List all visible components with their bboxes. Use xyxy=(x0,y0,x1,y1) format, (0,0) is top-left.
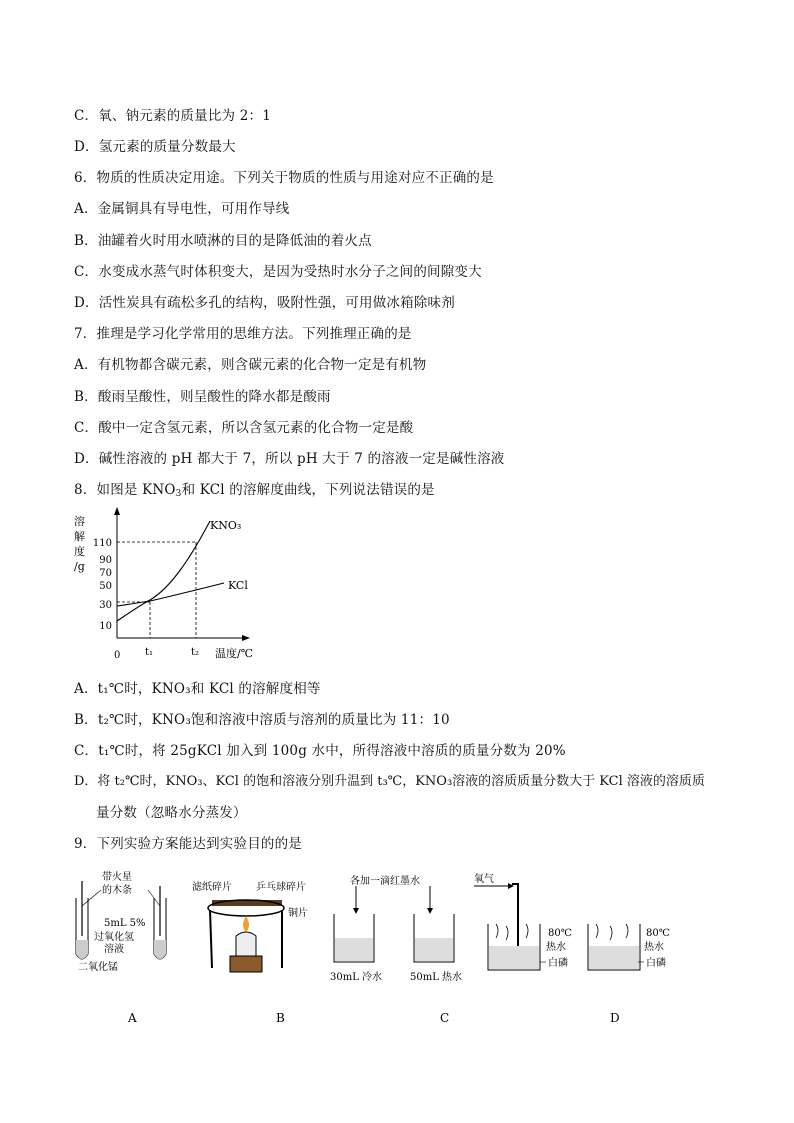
fig-b-label-copper: 铜片 xyxy=(288,908,308,919)
xtick-t2: t₂ xyxy=(191,647,200,658)
q7-option-d: D．碱性溶液的 pH 都大于 7，所以 pH 大于 7 的溶液一定是碱性溶液 xyxy=(74,451,505,467)
fig-c-label-ink: 各加一滴红墨水 xyxy=(350,876,420,887)
ylabel-char-3: 度 xyxy=(74,545,85,558)
figure-b xyxy=(190,866,340,1026)
q8-option-c: C．t₁℃时，将 25gKCl 加入到 100g 水中，所得溶液中溶质的质量分数为 20% xyxy=(74,743,566,759)
fig-b-label-paper: 滤纸碎片 xyxy=(192,882,232,893)
q6-option-d: D．活性炭具有疏松多孔的结构，吸附性强，可用做冰箱除味剂 xyxy=(74,295,455,311)
q5-option-c: C．氧、钠元素的质量比为 2：1 xyxy=(74,108,271,124)
xlabel: 温度/℃ xyxy=(215,647,254,660)
origin-label: 0 xyxy=(114,650,121,661)
figure-a xyxy=(68,866,208,1026)
q7-option-a: A．有机物都含碳元素，则含碳元素的化合物一定是有机物 xyxy=(74,357,427,373)
q7-stem: 7．推理是学习化学常用的思维方法。下列推理正确的是 xyxy=(74,326,412,342)
fig-d-temp-1: 80℃ xyxy=(548,928,572,939)
fig-a-label-h2o2: 过氧化氢 xyxy=(94,932,134,943)
q6-option-b: B．油罐着火时用水喷淋的目的是降低油的着火点 xyxy=(74,233,372,249)
fig-a-label-volume: 5mL 5% xyxy=(104,918,146,929)
fig-c-label-cold: 30mL 冷水 xyxy=(330,972,383,983)
series-label-kno3: KNO₃ xyxy=(210,519,242,532)
q8-stem: 8．如图是 $KNO_3$和 KCl 的溶解度曲线，下列说法错误的是 xyxy=(74,482,435,499)
kno3-curve xyxy=(117,521,210,621)
fig-a-label-splint-2: 的木条 xyxy=(102,885,132,896)
alcohol-lamp xyxy=(236,932,256,956)
fig-d-phosphorus-2: 白磷 xyxy=(646,958,666,969)
ytick-50: 50 xyxy=(99,581,112,592)
q8-option-a: A．t₁℃时，KNO₃和 KCl 的溶解度相等 xyxy=(74,681,321,697)
fig-d-water-1: 热水 xyxy=(546,942,566,953)
fig-d-letter: D xyxy=(610,1011,620,1025)
ylabel-char-2: 解 xyxy=(74,530,85,543)
ytick-10: 10 xyxy=(99,621,112,632)
fig-b-letter: B xyxy=(276,1011,285,1025)
q7-option-b: B．酸雨呈酸性，则呈酸性的降水都是酸雨 xyxy=(74,389,331,405)
figure-d xyxy=(470,866,680,1026)
x-axis-arrow xyxy=(242,635,250,641)
q5-option-d: D．氢元素的质量分数最大 xyxy=(74,139,236,155)
q7-option-c: C．酸中一定含氢元素，所以含氢元素的化合物一定是酸 xyxy=(74,420,414,436)
q6-option-a: A．金属铜具有导电性，可用作导线 xyxy=(74,201,290,217)
fig-a-label-solution: 溶液 xyxy=(104,944,124,955)
q8-option-b: B．t₂℃时，KNO₃饱和溶液中溶质与溶剂的质量比为 11：10 xyxy=(74,712,450,728)
ytick-30: 30 xyxy=(99,600,112,611)
fig-d-phosphorus-1: 白磷 xyxy=(548,958,568,969)
ytick-90: 90 xyxy=(99,555,112,566)
fig-c-label-hot: 50mL 热水 xyxy=(410,972,463,983)
xtick-t1: t₁ xyxy=(145,647,154,658)
flame xyxy=(243,916,249,932)
y-axis-arrow xyxy=(114,507,120,515)
ytick-70: 70 xyxy=(99,568,112,579)
series-label-kcl: KCl xyxy=(228,579,248,592)
copper-plate xyxy=(212,900,282,906)
figure-c xyxy=(320,866,480,1026)
q8-option-d-cont: 量分数（忽略水分蒸发） xyxy=(96,805,247,821)
fig-c-letter: C xyxy=(440,1011,450,1025)
ylabel-char-4: /g xyxy=(74,560,85,573)
q9-stem: 9．下列实验方案能达到实验目的的是 xyxy=(74,836,302,852)
q6-option-c: C．水变成水蒸气时体积变大，是因为受热时水分子之间的间隙变大 xyxy=(74,264,482,280)
fig-d-label-oxygen: 氧气 xyxy=(474,874,494,885)
fig-b-label-pingpong: 乒乓球碎片 xyxy=(256,882,306,893)
kcl-curve xyxy=(117,583,224,606)
ytick-110: 110 xyxy=(92,538,112,549)
fig-a-letter: A xyxy=(128,1011,137,1025)
fig-d-temp-2: 80℃ xyxy=(646,928,670,939)
wood-block xyxy=(230,956,262,972)
q8-option-d: D．将 t₂℃时，KNO₃、KCl 的饱和溶液分别升温到 t₃℃，KNO₃溶液的溶质质量分数大于 KCl 溶液的溶质质 xyxy=(74,774,705,789)
fig-d-water-2: 热水 xyxy=(644,942,664,953)
ylabel-char-1: 溶 xyxy=(74,515,85,528)
q6-stem: 6．物质的性质决定用途。下列关于物质的性质与用途对应不正确的是 xyxy=(74,170,494,186)
fig-a-label-splint: 带火星 xyxy=(102,872,132,883)
fig-a-label-mno2: 二氧化锰 xyxy=(78,962,118,973)
solubility-chart xyxy=(62,505,262,665)
